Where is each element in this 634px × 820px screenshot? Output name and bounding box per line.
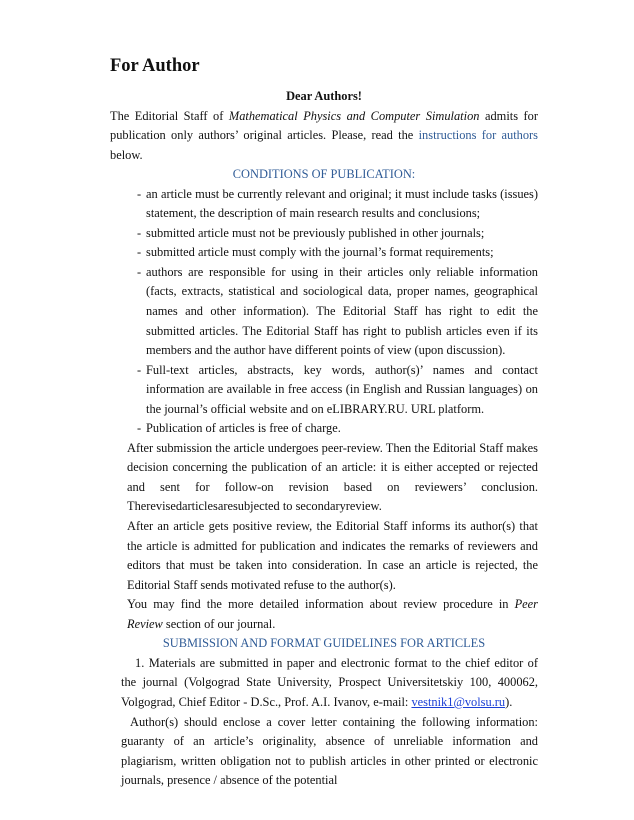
greeting: Dear Authors! [286, 89, 362, 103]
materials-text: 1. Materials are submitted in paper and electronic format to the chief editor of the journal (Volgograd State University, Prospect Universitetskiy 100, 400062, Volgograd, Chief Editor - D.Sc., Prof. A.I. Ivanov, e-mail: [121, 655, 538, 709]
intro-text: admits for publication only authors’ original articles. Please, read the [110, 108, 538, 143]
journal-name: Mathematical Physics and Computer Simulation [228, 108, 480, 123]
condition-item: - authors are responsible for using in their articles only reliable information (facts, extracts, statistical and sociological data, proper names, geographical names and other information). The Editorial Staff has right to edit the submitted articles. The Editorial Staff has right to publish articles even if its members and the author have different points of view (upon discussion). [137, 264, 538, 358]
condition-item: - Full-text articles, abstracts, key words, author(s)’ names and contact information are available in free access (in English and Russian languages) on the journal’s official website and on eLIBRARY.RU. URL platform. [137, 362, 538, 416]
condition-item: - Publication of articles is free of charge. [137, 421, 341, 436]
note-text: section of our journal. [162, 616, 276, 631]
intro-text: The Editorial Staff of [110, 108, 229, 123]
condition-text: authors are responsible for using in their articles only reliable information (facts, extracts, statistical and sociological data, proper names, geographical names and other information). The Editorial Staff has right to edit the submitted articles. The Editorial Staff has right to publish articles even if its members and the author have different points of view (upon discussion). [146, 264, 538, 358]
intro-text: below. [110, 147, 143, 162]
page-title: For Author [110, 56, 200, 76]
condition-text: Publication of articles is free of charge. [146, 421, 341, 436]
review-paragraph: After submission the article undergoes peer-review. Then the Editorial Staff makes decision concerning the publication of an article: it is either accepted or rejected and sent for follow-on revision based on reviewers’ conclusion. Therevisedarticlesaresubjected to secondaryreview. [127, 440, 538, 514]
condition-text: submitted article must comply with the journal’s format requirements; [146, 245, 494, 260]
condition-item: - submitted article must not be previously published in other journals; [137, 225, 485, 240]
peer-review-note [127, 595, 538, 634]
guidelines-heading: SUBMISSION AND FORMAT GUIDELINES FOR ARTICLES [162, 636, 486, 651]
note-text: You may find the more detailed information about review procedure in [127, 597, 515, 612]
email-link[interactable]: vestnik1@volsu.ru [411, 694, 506, 709]
condition-text: submitted article must not be previously published in other journals; [146, 225, 485, 240]
condition-item: - an article must be currently relevant and original; it must include tasks (issues) statement, the description of main research results and conclusions; [137, 186, 538, 221]
intro-paragraph [110, 107, 538, 166]
materials-paragraph [121, 654, 538, 713]
peer-review-section-name: Peer Review [127, 597, 538, 631]
condition-text: Full-text articles, abstracts, key words, author(s)’ names and contact information are available in free access (in English and Russian languages) on the journal’s official website and on eLIBRARY.RU. URL platform. [146, 362, 538, 416]
cover-letter-paragraph: Author(s) should enclose a cover letter containing the following information: guaranty of an article’s originality, absence of unreliable information and plagiarism, written obligation not to publish articles in other printed or electronic journals, presence / absence of the potential [121, 714, 538, 788]
condition-item: - submitted article must comply with the journal’s format requirements; [137, 245, 494, 260]
conditions-heading: CONDITIONS OF PUBLICATION: [232, 167, 416, 182]
review-paragraph: After an article gets positive review, the Editorial Staff informs its author(s) that the article is admitted for publication and indicates the remarks of reviewers and editors that must be taken into consideration. In case an article is rejected, the Editorial Staff sends motivated refuse to the author(s). [127, 519, 538, 592]
instructions-link[interactable]: instructions for authors [418, 128, 538, 143]
document-body [110, 87, 538, 791]
condition-text: an article must be currently relevant and original; it must include tasks (issues) statement, the description of main research results and conclusions; [146, 186, 538, 221]
materials-text: ). [505, 694, 513, 709]
